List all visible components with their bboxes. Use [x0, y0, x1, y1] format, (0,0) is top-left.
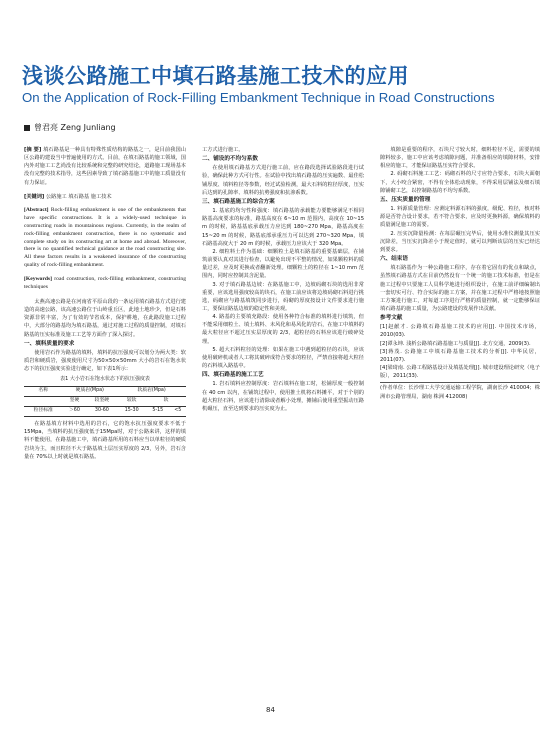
- section-heading: 三、填石路基施工的综合方案: [202, 198, 275, 205]
- paragraph: 使用岩石作为路基的填料，填料的抗压强度可以划分为两大类：软质岩和硬质岩，强度使用尺寸为50×50×50mm 大小的岩石在饱水状态下的抗压强度实验进行确定，如下表1所示：: [24, 349, 186, 373]
- abstract-en: [24, 207, 186, 270]
- paragraph: 4. 路基的主要填充路段：使用各种符合标准的填料进行填筑，但不能采用细粒土、填土填料、未风化和易风化的岩石，在施工中填料的最大粒径应不超过压实层厚度的 2/3，超粒径的石料应该进行破碎处理。: [202, 314, 364, 345]
- table-cell: 30-60: [87, 406, 118, 416]
- keywords-cn-label: [关键词]: [24, 193, 45, 200]
- abstract-cn-label: [摘 要]: [24, 147, 42, 153]
- author-name: 曾君亮 Zeng Junliang: [34, 123, 116, 132]
- paragraph: 5. 超大石料粒径的处理：如果在施工中遇到超粒径的石块，应该使用破碎机或者人工将其破碎成符合要求的粒径，严禁直接将超大粒径的石料填入路基中。: [202, 346, 364, 370]
- author-line: [24, 122, 116, 133]
- paragraph: 填隙是重要的程序，石块尺寸较大时，细料粒径不足，需要的填隙料较多，施工中应该考虑填隙问题，并准备相应的填隙材料，安排相应的施工，才能保证路基压实符合要求。: [380, 147, 540, 170]
- keywords-cn: [24, 193, 186, 201]
- title-english: On the Application of Rock-Filling Embankment Technique in Road Constructions: [22, 90, 495, 105]
- paragraph: 2. 码砌石料施工工艺：码砌石料的尺寸应符合要求，石块大面朝下，大小咬合紧密，不得有全体松动现象，不得采用层铺法及细石填隙铺砌工艺，以控制路基的不均匀系数。: [380, 171, 540, 194]
- strength-table: [24, 386, 186, 417]
- reference-item: [2]谭永坤. 浅析公路填石路基施工与质量[J]. 北方交通，2009(3).: [380, 340, 531, 347]
- column-2: [202, 146, 364, 706]
- paragraph: 在使用填石路基方式进行施工前，应在路段选择试验路段进行试验，确保此种方式可行性。在试验中找出填石路基的压实遍数、最佳松铺厚度、填料粒径等参数，经过试验检测，最大石料的粒径厚度，压实后达到的孔隙率、填料的抗剪强度和抗渗系数。: [202, 165, 364, 196]
- keywords-en: [24, 276, 186, 292]
- references-heading: 参考文献: [380, 315, 403, 322]
- keywords-en-text: road construction, rock-filling embankment, constructing techniques: [24, 276, 186, 291]
- table-cell: <5: [169, 406, 186, 416]
- table-cell: 5-15: [146, 406, 169, 416]
- table-caption: 表1 大小岩石在饱水状态下的抗压强度表: [60, 376, 150, 383]
- table-subheader: 较坚硬: [87, 396, 118, 406]
- abstract-en-text: Rock-filling embankment is one of the embankments that have specific constructions. It is a widely-used technique in constructing roads in mountainous regions. Currently, in the realm of rock-filling embankment construction, there is no systematic and complete study on its constructing art at home and abroad. Moreover, there is no quantified technical guidance at the road constructing site. All these factors results in a weakened insurance of the constructing quality of rock-filling embankment.: [24, 206, 186, 269]
- table-header: 名称: [24, 386, 62, 396]
- abstract-en-label: [Abstract]: [24, 206, 49, 213]
- paragraph: 2. 细粒料土作为基础：细颗粒土是填石路基的重要基础层，在铺筑前要认真对其进行检查，以避免出现不平整的情况，如果颗粒料的质量过差，应及时更换或者翻新处理。细颗粒土的粒径在 1~10 mm 范围内，同时应控制其含泥量。: [202, 248, 364, 280]
- paragraph: 工方式进行施工。: [202, 147, 244, 153]
- section-heading: 一、填料质量的要求: [24, 340, 75, 347]
- paragraph: 1. 基底的均匀性和强度：填石路基的承载能力要能够满足不相同路基高度要求的标准，路基高度在 6~10 m 范围内，高度在 10~15 m 的时候，路基基底承载压力应达到 180~270 Mpa，路基高度在 15~20 m 的时候，路基底部承重压力可以达到 270~320 Mpa，填石路基高度大于 20 m 的时候，承载压力应该大于 320 Mpa。: [202, 208, 364, 247]
- title-chinese: 浅谈公路施工中填石路基施工技术的应用: [22, 64, 409, 88]
- square-bullet-icon: [24, 125, 30, 131]
- table-header: 软质岩(Mpa): [117, 386, 186, 396]
- intro-paragraph: 太燕高速公路是在河南省平原山段的一条运用填石路基方式进行建造的高速公路，该高速公路位于山岭重丘区，此地土地珍少，但是石料资源非常丰富，为了有效的节省成本，保护耕地，在此路段施工过程中，大部分的路基均为填石路基，通过对施工过程的质量控制，对填石路基的压实标准及施工工艺等方面作了深入探讨。: [24, 299, 186, 338]
- table-subheader: [24, 396, 62, 406]
- column-3: [380, 146, 540, 706]
- table-subheader: 坚硬: [62, 396, 86, 406]
- table-subheader: 软: [146, 396, 186, 406]
- reference-item: [1]赵献才. 公路填石路基施工技术的应用[J]. 中国技术市场，2010(03).: [380, 324, 540, 339]
- table-cell: 15-30: [117, 406, 146, 416]
- table-subheader: 较软: [117, 396, 146, 406]
- keywords-cn-text: 公路施工 填石路基 施工技术: [45, 193, 112, 200]
- column-1: [24, 146, 186, 706]
- abstract-cn: [24, 146, 186, 187]
- section-heading: 四、填石路基的施工工艺: [202, 372, 264, 379]
- table-row: [24, 406, 186, 416]
- paragraph: 3. 对于填石路基边坡：在路基施工中，边坡码砌石块的选用非常重要，应该选用强度较高的块石，在施工前应该将边坡码砌石料进行挑选，码砌应与路基填筑同步进行，码砌的厚度按设计文件要求进行施工，要保证路基边坡的稳定性和美观。: [202, 281, 364, 312]
- reference-item: [3]蒋茂. 公路施工中填石路基施工技术的分析[J]. 中华民居，2011(07).: [380, 348, 540, 363]
- abstract-cn-text: 填石路基是一种具有特殊性质结构的路基之一，是目前我国山区公路的建设当中普遍使用的方式。目前，在填石路基的施工领域，国内外对施工工艺尚没有比较系统和完整的研究结论，道路施工现场基本没有完整的技术指导，这些因素导致了填石路基施工中的施工质量没有有力保证。: [24, 147, 186, 186]
- paragraph: 填石路基作为一种公路施工程序，存在着它固有的优点和缺点，虽然填石路基方式在目前仍然没有一个统一的施工技术标准，但是在施工过程中只要施工人员科学地进行组织设计，在施工前详细编制出一套切实可行、符合实际的施工方案，并在施工过程中严格地按照施工方案进行施工，对每道工序进行严格的质量控制，就一定能够保证填石路基的施工质量，为公路建设的发展作出贡献。: [380, 265, 540, 312]
- section-heading: 六、结束语: [380, 256, 408, 263]
- table-cell: ＞60: [62, 406, 86, 416]
- table-header: 硬质岩(Mpa): [62, 386, 117, 396]
- keywords-en-label: [Keywords]: [24, 276, 52, 283]
- table-cell: 粒径标准: [24, 406, 62, 416]
- paragraph: 2. 压实沉降量检测：在每层碾压完毕后，使用水准仪测量其压实沉降差，当压实沉降差小于规定值时，就可以判断该层的压实已经达到要求。: [380, 230, 540, 253]
- author-affiliation: (作者单位：长沙理工大学交通运输工程学院，湖南长沙 410004；株洲市公路管理局，湖南 株洲 412008): [380, 382, 540, 400]
- paragraph: 1. 岩石填料应控制厚度：岩石填料在施工时，松铺厚度一般控制在 40 cm 以内，在铺筑过程中，使用推土机将石料摊平，对于个别的超大粒径石料，应该进行清除或者解小处理，摊铺后使用重型振动压路机碾压，直至达到要求的压实度为止。: [202, 381, 364, 412]
- section-heading: 五、压实质量的管理: [380, 196, 431, 203]
- paragraph: 在路基填方材料中选用的岩石，它的饱水抗压强度要求不低于15Mpa，当填料的抗压强度低于15Mpa时，对于公路来讲，这样的填料不能使用，在路基施工中，填石路基所用的石料应当以单粒径的硬质岩块为主，而且粒径不大于路基填土层压实厚度的 2/3，另外，岩石含量在 70%以上时就是填石路基。: [24, 421, 186, 460]
- reference-item: [4]梁琦南. 公路工程路基设计及填基处理[J]. 城市建设理论研究（电子版），2011(33).: [380, 365, 540, 380]
- page-number: 84: [266, 706, 275, 714]
- paragraph: 1. 料源质量管理：应测定料源石料的强度，级配、粒径，核对料源是否符合设计要求，若不符合要求，应及时更换料源，确保填料的质量满足施工的需要。: [380, 206, 540, 229]
- section-heading: 二、铺设的不均匀系数: [202, 156, 258, 163]
